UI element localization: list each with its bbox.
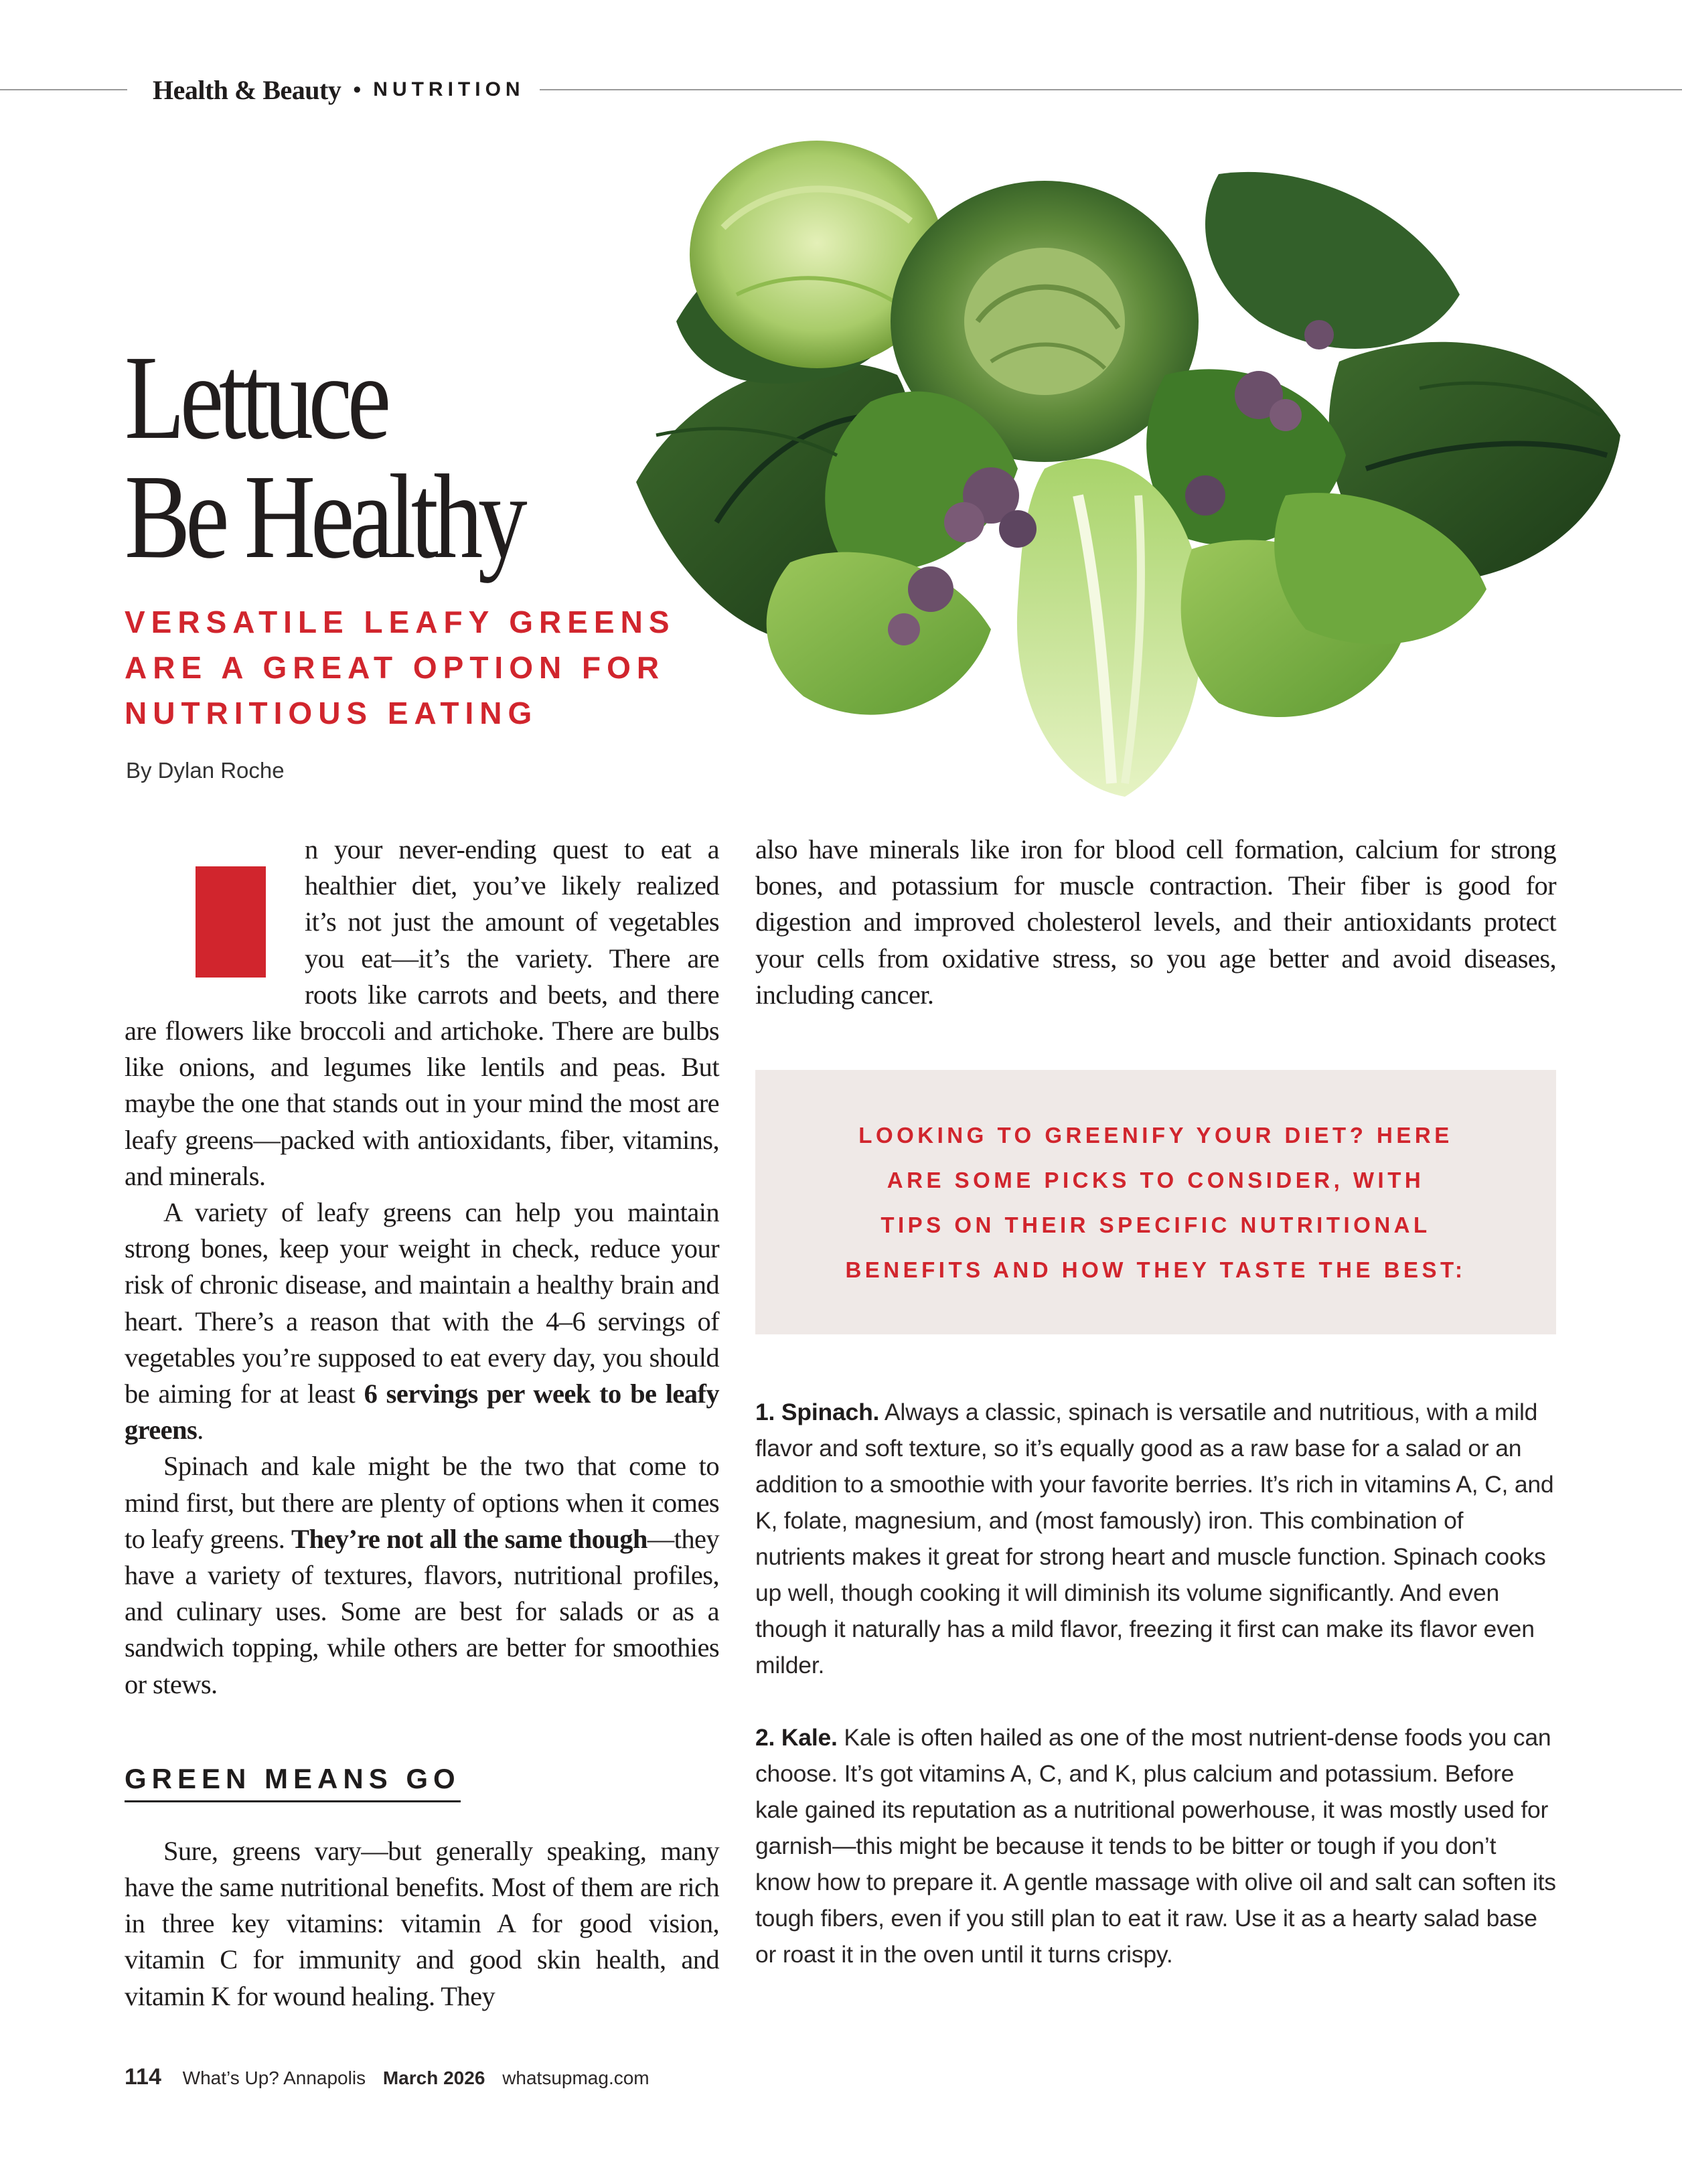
byline: By Dylan Roche [126, 758, 285, 783]
website-link[interactable]: whatsupmag.com [502, 2068, 649, 2088]
pick-kale: 2. Kale. Kale is often hailed as one of the most nutrient-dense foods you can choose. It’s got vitamins A, C, and K, plus calcium and potassium. Before kale gained its reputation as a nutritional powerhouse, it was mostly used for garnish—this might be because it tends to be bitter or tough if you don’t know how to prepare it. A gentle massage with olive oil and salt can soften its tough fibers, even if you still plan to eat it raw. Use it as a hearty salad base or roast it in the oven until it turns crispy. [755, 1724, 1556, 1968]
intro-paragraph: n your never-ending quest to eat a healthier diet, you’ve likely realized it’s not just the amount of vegetables you eat—it’s the variety. There are roots like carrots and beets, and there are flowers like broccoli and artichoke. There are bulbs like onions, and legumes like lentils and peas. But maybe the one that stands out in your mind the most are leafy greens—packed with antioxidants, fiber, vitamins, and minerals. [125, 834, 719, 1191]
section-name: Health & Beauty [153, 74, 341, 105]
picks-list [755, 1394, 1556, 2009]
title-line-2: Be Healthy [125, 450, 523, 583]
subhead-green-means-go: GREEN MEANS GO [125, 1763, 461, 1802]
callout-line: TIPS ON THEIR SPECIFIC NUTRITIONAL [881, 1212, 1431, 1237]
callout-text [845, 1113, 1466, 1292]
callout-box [755, 1070, 1556, 1334]
callout-line: ARE SOME PICKS TO CONSIDER, WITH [887, 1167, 1425, 1192]
emphasis: 6 servings per week to be leafy greens [125, 1379, 719, 1446]
pick-label: 1. Spinach. [755, 1399, 880, 1425]
callout-line: LOOKING TO GREENIFY YOUR DIET? HERE [858, 1122, 1453, 1148]
header-separator: • [353, 76, 362, 102]
body-paragraph: also have minerals like iron for blood cell formation, calcium for strong bones, and potassium for muscle contraction. Their fiber is good for digestion and improved cholesterol levels, and their antioxidants protect your cells from oxidative stress, so you age better and avoid diseases, including cancer. [755, 834, 1556, 1010]
article-deck [125, 599, 674, 736]
publication-name: What’s Up? Annapolis [182, 2068, 366, 2088]
header-rule-left [0, 89, 127, 90]
right-column [755, 832, 1556, 1013]
pick-label: 2. Kale. [755, 1724, 838, 1751]
callout-line: BENEFITS AND HOW THEY TASTE THE BEST: [845, 1257, 1466, 1282]
leafy-greens-photo [616, 121, 1634, 810]
left-column [125, 832, 719, 2015]
header-rule-right [529, 89, 1682, 90]
body-paragraph: A variety of leafy greens can help you maintain strong bones, keep your weight in check, reduce your risk of chronic disease, and maintain a healthy brain and heart. There’s a reason that with the 4–6 servings of vegetables you’re supposed to eat every day, you should be aiming for at least 6 servings per week to be leafy greens. [125, 1197, 719, 1446]
page-number: 114 [125, 2064, 161, 2090]
pick-spinach: 1. Spinach. Always a classic, spinach is versatile and nutritious, with a mild flavor and soft texture, so it’s equally good as a raw base for a salad or an addition to a smoothie with your favorite berries. It’s rich in vitamins A, C, and K, folate, magnesium, and (most famously) iron. This combination of nutrients makes it great for strong heart and muscle function. Spinach cooks up well, though cooking it will diminish its volume significantly. And even though it naturally has a mild flavor, freezing it first can make its flavor even milder. [755, 1399, 1554, 1679]
section-header [153, 72, 540, 107]
article-title [125, 331, 542, 583]
issue-date: March 2026 [382, 2068, 485, 2088]
section-topic: NUTRITION [373, 78, 525, 100]
emphasis: They’re not all the same though [291, 1523, 647, 1554]
deck-line: ARE A GREAT OPTION FOR [125, 650, 666, 685]
page-footer [125, 2064, 649, 2090]
deck-line: NUTRITIOUS EATING [125, 696, 538, 730]
drop-cap-I [196, 866, 266, 978]
body-paragraph: Spinach and kale might be the two that come to mind first, but there are plenty of options when it comes to leafy greens. They’re not all the same though—they have a variety of textures, flavors, nutritional profiles, and culinary uses. Some are best for salads or as a sandwich topping, while others are better for smoothies or stews. [125, 1451, 720, 1699]
title-line-1: Lettuce [125, 331, 386, 464]
body-paragraph: Sure, greens vary—but generally speaking, many have the same nutritional benefits. Most of them are rich in three key vitamins: vitamin A for good vision, vitamin C for immunity and good skin health, and vitamin K for wound healing. They [125, 1835, 719, 2011]
deck-line: VERSATILE LEAFY GREENS [125, 605, 676, 639]
